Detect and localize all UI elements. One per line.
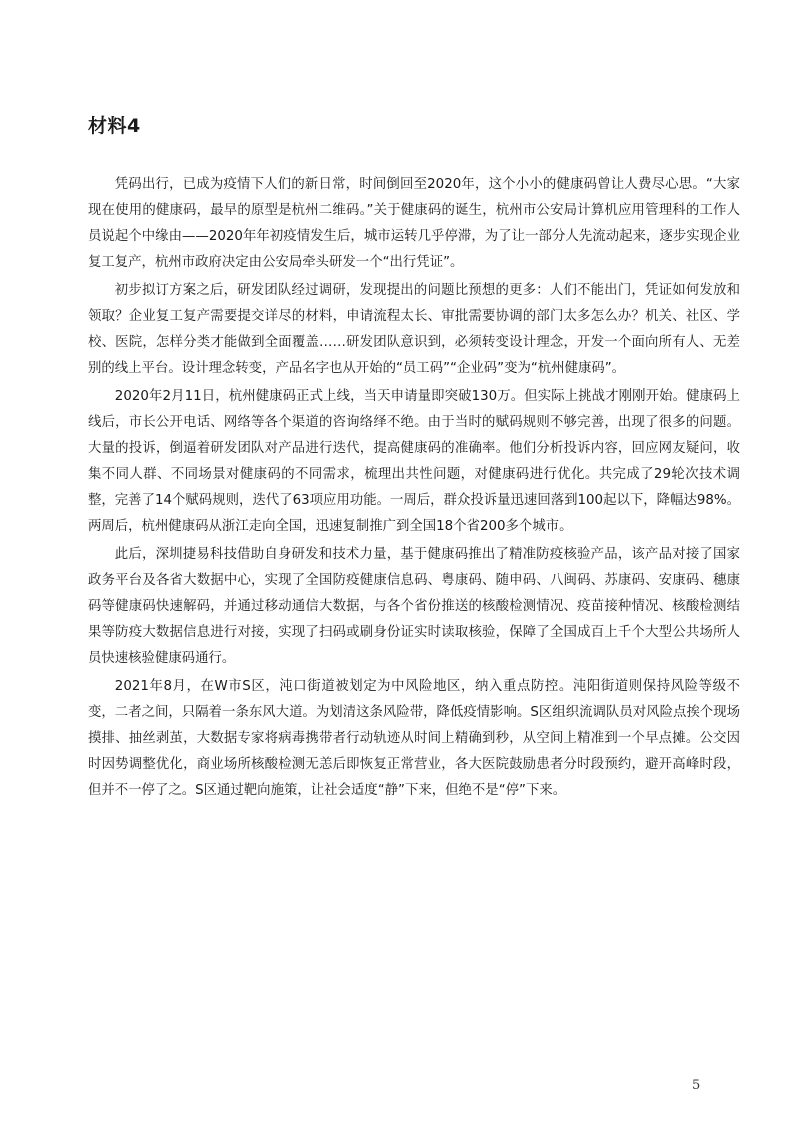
paragraph-4: 此后，深圳捷易科技借助自身研发和技术力量，基于健康码推出了精准防疫核验产品，该产品对接了国家政务平台及各省大数据中心，实现了全国防疫健康信息码、粤康码、随申码、八闽码、苏康码、安康码、穗康码等健康码快速解码，并通过移动通信大数据，与各个省份推送的核酸检测情况、疫苗接种情况、核酸检测结果等防疫大数据信息进行对接，实现了扫码或刷身份证实时读取核验，保障了全国成百上千个大型公共场所人员快速核验健康码通行。 xyxy=(88,547,740,666)
material-body xyxy=(88,172,740,806)
paragraph-1: 凭码出行，已成为疫情下人们的新日常，时间倒回至2020年，这个小小的健康码曾让人费尽心思。“大家现在使用的健康码，最早的原型是杭州二维码。”关于健康码的诞生，杭州市公安局计算机应用管理科的工作人员说起个中缘由——2020年年初疫情发生后，城市运转几乎停滞，为了让一部分人先流动起来，逐步实现企业复工复产，杭州市政府决定由公安局牵头研发一个“出行凭证”。 xyxy=(88,177,740,270)
material-title: 材料4 xyxy=(88,115,141,137)
paragraph-3: 2020年2月11日，杭州健康码正式上线，当天申请量即突破130万。但实际上挑战才刚刚开始。健康码上线后，市长公开电话、网络等各个渠道的咨询络绎不绝。由于当时的赋码规则不够完善，出现了很多的问题。大量的投诉，倒逼着研发团队对产品进行迭代，提高健康码的准确率。他们分析投诉内容，回应网友疑问，收集不同人群、不同场景对健康码的不同需求，梳理出共性问题，对健康码进行优化。共完成了29轮次技术调整，完善了14个赋码规则，迭代了63项应用功能。一周后，群众投诉量迅速回落到100起以下，降幅达98%。两周后，杭州健康码从浙江走向全国，迅速复制推广到全国18个省200多个城市。 xyxy=(88,389,740,534)
page-number: 5 xyxy=(692,1078,701,1093)
paragraph-2: 初步拟订方案之后，研发团队经过调研，发现提出的问题比预想的更多：人们不能出门，凭证如何发放和领取？企业复工复产需要提交详尽的材料，申请流程太长、审批需要协调的部门太多怎么办？机关、社区、学校、医院，怎样分类才能做到全面覆盖……研发团队意识到，必须转变设计理念，开发一个面向所有人、无差别的线上平台。设计理念转变，产品名字也从开始的“员工码”“企业码”变为“杭州健康码”。 xyxy=(88,283,740,376)
paragraph-5: 2021年8月，在W市S区，沌口街道被划定为中风险地区，纳入重点防控。沌阳街道则保持风险等级不变，二者之间，只隔着一条东风大道。为划清这条风险带，降低疫情影响。S区组织流调队员对风险点挨个现场摸排、抽丝剥茧，大数据专家将病毒携带者行动轨迹从时间上精确到秒，从空间上精准到一个早点摊。公交因时因势调整优化，商业场所核酸检测无恙后即恢复正常营业，各大医院鼓励患者分时段预约，避开高峰时段，但并不一停了之。S区通过靶向施策，让社会适度“静”下来，但绝不是“停”下来。 xyxy=(88,679,740,798)
